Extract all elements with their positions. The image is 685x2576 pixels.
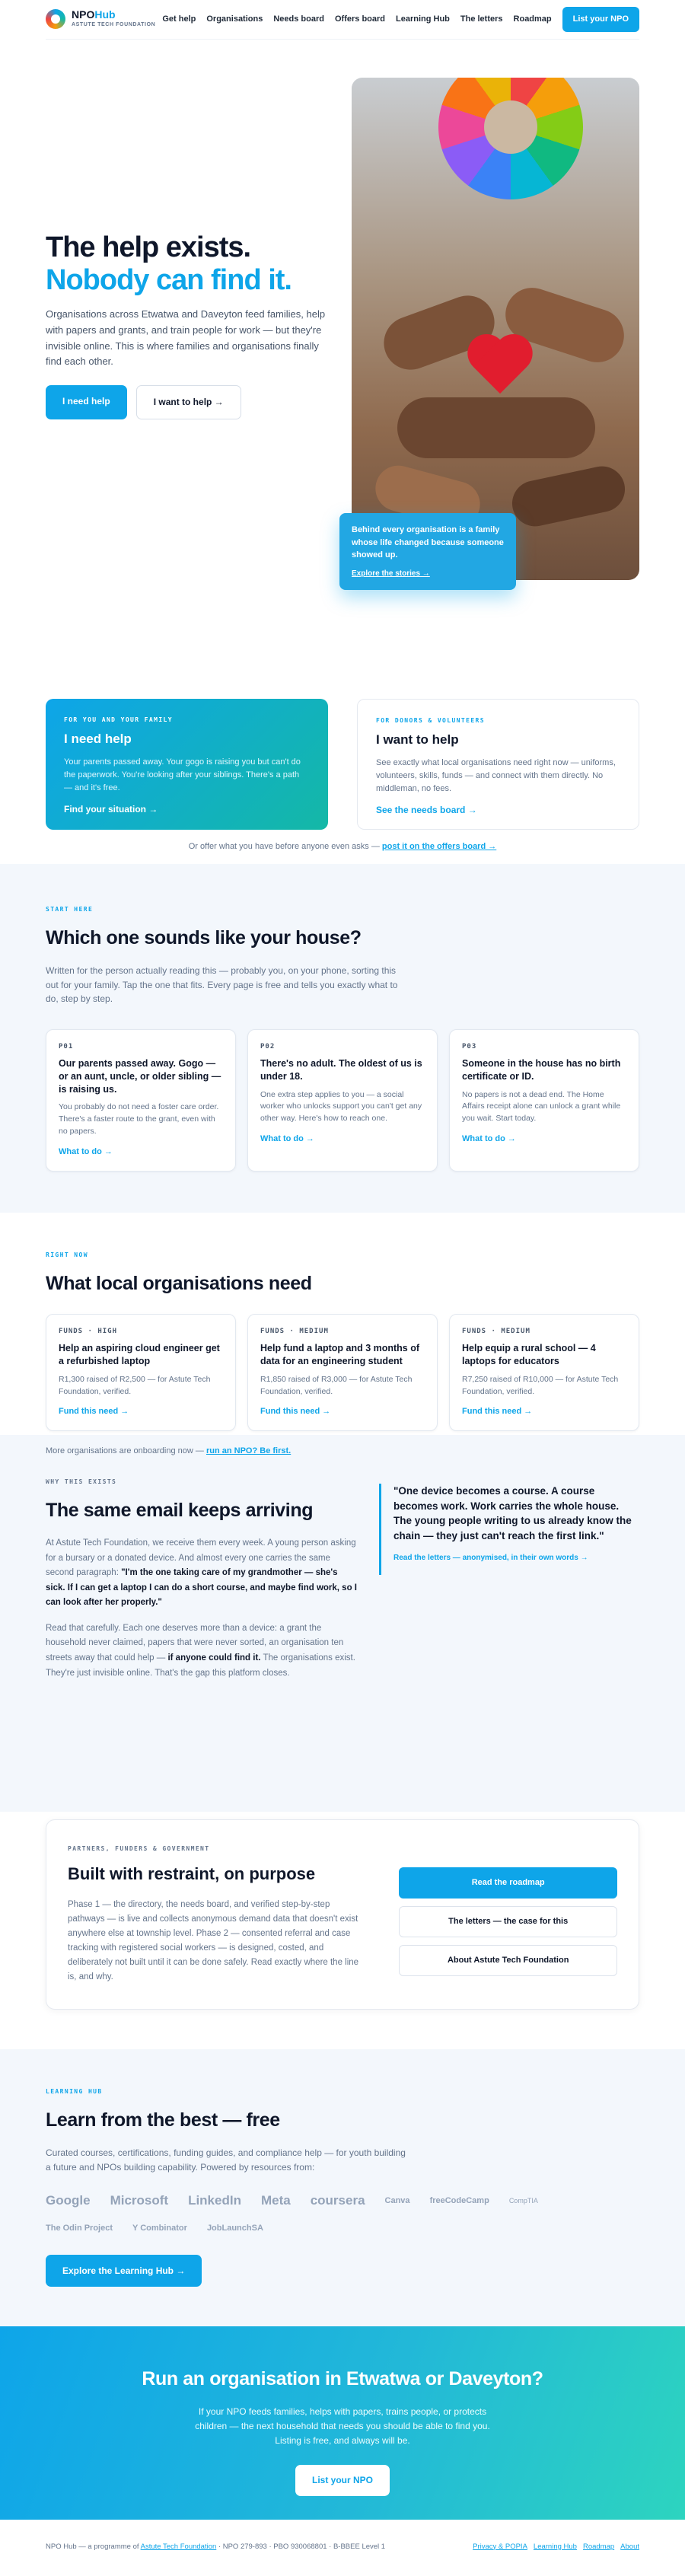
restraint-text: [68, 1844, 368, 1985]
offers-board-link[interactable]: post it on the offers board →: [381, 842, 497, 851]
why-text: [46, 1478, 358, 1681]
card-number: P01: [59, 1042, 74, 1050]
hero-title-line2: Nobody can find it.: [46, 263, 292, 296]
need-cards: [46, 1314, 639, 1431]
need-progress: R1,300 raised of R2,500 — for Astute Tech Foundation, verified.: [59, 1374, 211, 1396]
path-section: [46, 609, 639, 864]
hero-title-line1: The help exists.: [46, 231, 251, 263]
restraint-actions: [399, 1844, 617, 1985]
caption-text: Behind every organisation is a family whose life changed because someone showed up.: [352, 525, 504, 560]
site-header: [46, 0, 639, 40]
situation-card[interactable]: [247, 1029, 438, 1172]
ycombinator-logo: Y Combinator: [132, 2223, 187, 2233]
freecodecamp-logo: freeCodeCamp: [429, 2195, 489, 2205]
want-to-help-card[interactable]: [357, 699, 639, 830]
card-body: See exactly what local organisations need right now — uniforms, volunteers, skills, funds — and connect with them directly. No middleman, no fees.: [376, 757, 616, 793]
section-lead: Curated courses, certifications, funding guides, and compliance help — for youth building a future and NPOs building capability. Powered by resources from:: [46, 2147, 406, 2173]
path-cards: [46, 699, 639, 830]
hero-title: [46, 231, 335, 296]
section-title: Learn from the best — free: [46, 2109, 280, 2131]
section-lead: Written for the person actually reading this — probably you, on your phone, sorting this out for your family. Tap the one that fits. Every page is free and tells you exactly what to do, step by step.: [46, 965, 398, 1005]
need-help-card[interactable]: [46, 699, 328, 830]
restraint-box: [46, 1819, 639, 2010]
section-title: Which one sounds like your house?: [46, 927, 362, 949]
card-title: Our parents passed away. Gogo — or an aunt, uncle, or older sibling — is raising us.: [59, 1057, 221, 1095]
situation-cards: [46, 1029, 639, 1172]
need-card[interactable]: [449, 1314, 639, 1431]
roadmap-button[interactable]: Read the roadmap: [399, 1867, 617, 1899]
quote-text: "One device becomes a course. A course becomes work. Work carries the whole house. The young people writing to us already know the chain — they just can't reach the first link.": [393, 1485, 632, 1541]
need-tag: FUNDS · MEDIUM: [260, 1328, 329, 1336]
footer-info: [46, 2542, 385, 2553]
what-to-do-link[interactable]: What to do →: [462, 1133, 516, 1143]
cta-body: If your NPO feeds families, helps with papers, trains people, or protects children — the next household that needs you should be able to find you. Listing is free, and always will be.: [195, 2405, 490, 2447]
section-eyebrow: RIGHT NOW: [46, 1251, 88, 1258]
footer-learning-hub-link[interactable]: Learning Hub: [533, 2542, 577, 2551]
card-eyebrow: FOR YOU AND YOUR FAMILY: [64, 716, 173, 723]
need-progress: R1,850 raised of R3,000 — for Astute Tech Foundation, verified.: [260, 1374, 413, 1396]
section-eyebrow: WHY THIS EXISTS: [46, 1478, 117, 1485]
canva-logo: Canva: [384, 2195, 410, 2205]
microsoft-logo: Microsoft: [110, 2193, 169, 2208]
cta-section: [0, 2326, 685, 2520]
explore-stories-link[interactable]: Explore the stories →: [352, 569, 430, 578]
restraint-body: Phase 1 — the directory, the needs board, and verified step-by-step pathways — is live and collects anonymous demand data that doesn't exist anywhere else at township level. Phase 2 — consented referral and case tracking with registered social workers — is designed, costed, and deliberately not built until it can be done safely. Read exactly where the line is, and why.: [68, 1900, 359, 1982]
logo-mark-icon: [46, 9, 65, 29]
what-to-do-link[interactable]: What to do →: [260, 1133, 314, 1143]
main-nav: [162, 7, 639, 32]
card-number: P03: [462, 1042, 477, 1050]
linkedin-logo: LinkedIn: [188, 2193, 241, 2208]
need-card[interactable]: [247, 1314, 438, 1431]
card-body: No papers is not a dead end. The Home Affairs receipt alone can unlock a grant while you wait. Start today.: [462, 1089, 621, 1124]
p1-text: At Astute Tech Foundation, we receive them every week. A young person asking for a bursary or a donated device. And almost every one carries the same second paragraph:: [46, 1538, 356, 1578]
why-content: [46, 1478, 639, 1681]
read-letters-link[interactable]: Read the letters — anonymised, in their own words →: [393, 1554, 588, 1563]
find-situation-link[interactable]: Find your situation →: [64, 803, 158, 815]
footer-text: NPO Hub — a programme of: [46, 2542, 139, 2551]
want-to-help-button[interactable]: I want to help →: [136, 385, 241, 419]
joblaunchsa-logo: JobLaunchSA: [206, 2223, 263, 2233]
learning-section: [0, 2049, 685, 2326]
need-tag: FUNDS · MEDIUM: [462, 1328, 530, 1336]
section-title: The same email keeps arriving: [46, 1500, 314, 1522]
p2-emphasis: if anyone could find it.: [167, 1653, 261, 1663]
footer-registration: · NPO 279-893 · PBO 930068801 · B-BBEE Level 1: [218, 2542, 386, 2551]
hero-body: Organisations across Etwatwa and Daveyton feed families, help with papers and grants, and train people for work — but they're invisible online. This is where families and organisations finally find each other.: [46, 308, 326, 368]
letters-button[interactable]: The letters — the case for this: [399, 1906, 617, 1937]
about-button[interactable]: About Astute Tech Foundation: [399, 1945, 617, 1976]
situation-card[interactable]: [46, 1029, 236, 1172]
need-title: Help an aspiring cloud engineer get a refurbished laptop: [59, 1343, 220, 1366]
need-help-button[interactable]: I need help: [46, 385, 127, 419]
nav-offers-board[interactable]: Offers board: [334, 14, 385, 24]
foundation-link[interactable]: Astute Tech Foundation: [140, 2542, 217, 2551]
hand-shape: [508, 462, 629, 531]
need-progress: R7,250 raised of R10,000 — for Astute Tech Foundation, verified.: [462, 1374, 619, 1396]
hero-section: [46, 40, 639, 609]
section-title: What local organisations need: [46, 1273, 312, 1295]
hero-caption: [339, 513, 516, 590]
why-paragraph-2: [46, 1621, 358, 1681]
situation-card[interactable]: [449, 1029, 639, 1172]
section-title: Built with restraint, on purpose: [68, 1864, 316, 1884]
card-title: There's no adult. The oldest of us is under 18.: [260, 1057, 422, 1082]
pull-quote: [379, 1484, 638, 1575]
restraint-section: [0, 1812, 685, 2049]
hand-shape: [397, 397, 595, 458]
card-body: One extra step applies to you — a social worker who unlocks support you can't get any other way. Here's how to reach one.: [260, 1089, 422, 1124]
footer-roadmap-link[interactable]: Roadmap: [582, 2542, 615, 2551]
card-body: Your parents passed away. Your gogo is raising you but can't do the paperwork. You're looking after your siblings. There's a path — and it's free.: [64, 757, 301, 792]
onboarding-text: More organisations are onboarding now —: [46, 1446, 204, 1456]
brand-logo[interactable]: [46, 9, 155, 29]
nav-learning-hub[interactable]: Learning Hub: [396, 14, 450, 24]
card-title: I need help: [64, 732, 132, 747]
fund-need-link[interactable]: Fund this need →: [260, 1407, 331, 1417]
nav-needs-board[interactable]: Needs board: [273, 14, 324, 24]
meta-logo: Meta: [260, 2193, 291, 2208]
p2-text: Read that carefully. Each one deserves more than a device: a grant the household never claimed, papers that were never sorted, an organisation ten streets away that could help —: [46, 1623, 344, 1663]
nav-get-help[interactable]: Get help: [162, 14, 196, 24]
cta-list-npo-button[interactable]: List your NPO: [295, 2465, 390, 2496]
explore-learning-hub-button[interactable]: Explore the Learning Hub →: [46, 2255, 202, 2287]
odin-project-logo: The Odin Project: [46, 2223, 113, 2233]
need-title: Help equip a rural school — 4 laptops for educators: [462, 1343, 596, 1366]
card-eyebrow: FOR DONORS & VOLUNTEERS: [376, 717, 485, 724]
situations-section: [0, 864, 685, 1213]
fund-need-link[interactable]: Fund this need →: [59, 1407, 129, 1417]
nav-roadmap[interactable]: Roadmap: [513, 14, 552, 24]
hero-buttons: [46, 385, 335, 419]
nav-organisations[interactable]: Organisations: [206, 14, 263, 24]
heart-icon: [466, 336, 534, 397]
footer-links: [473, 2542, 639, 2553]
section-eyebrow: PARTNERS, FUNDERS & GOVERNMENT: [68, 1845, 210, 1852]
brand-title: [72, 9, 155, 21]
offers-note: [46, 840, 639, 853]
card-title: I want to help: [376, 732, 459, 748]
section-eyebrow: START HERE: [46, 906, 94, 913]
cta-title: Run an organisation in Etwatwa or Daveyton?: [142, 2368, 543, 2389]
why-section: [0, 1435, 685, 1812]
p2-text-end: The organisations exist. They're just invisible online. That's the gap this platform closes.: [46, 1653, 355, 1678]
needs-board-link[interactable]: See the needs board →: [376, 804, 477, 815]
needs-section: [0, 1213, 685, 1456]
partner-logos: [46, 2191, 594, 2234]
brand-suffix: Hub: [94, 8, 116, 21]
card-title: Someone in the house has no birth certificate or ID.: [462, 1057, 621, 1082]
brand-text: [72, 9, 155, 29]
google-logo: Google: [46, 2193, 91, 2208]
list-npo-button[interactable]: List your NPO: [562, 7, 639, 32]
offers-note-text: Or offer what you have before anyone even asks —: [188, 842, 380, 851]
comptia-logo: CompTIA: [508, 2196, 538, 2205]
card-body: You probably do not need a foster care order. There's a faster route to the grant, even with no papers.: [59, 1102, 219, 1136]
run-npo-link[interactable]: run an NPO? Be first.: [206, 1446, 292, 1456]
need-title: Help fund a laptop and 3 months of data for an engineering student: [260, 1343, 420, 1366]
coursera-logo: coursera: [310, 2193, 365, 2208]
need-card[interactable]: [46, 1314, 236, 1431]
brand-prefix: NPO: [72, 8, 95, 21]
what-to-do-link[interactable]: What to do →: [59, 1146, 113, 1156]
why-paragraph-1: [46, 1536, 358, 1611]
footer-about-link[interactable]: About: [620, 2542, 639, 2551]
card-number: P02: [260, 1042, 276, 1050]
brand-subtitle: ASTUTE TECH FOUNDATION: [72, 21, 156, 27]
fund-need-link[interactable]: Fund this need →: [462, 1407, 533, 1417]
privacy-link[interactable]: Privacy & POPIA: [473, 2542, 527, 2551]
hero-text: [46, 231, 335, 419]
section-eyebrow: LEARNING HUB: [46, 2088, 103, 2095]
nav-the-letters[interactable]: The letters: [460, 14, 503, 24]
p1-quote: "I'm the one taking care of my grandmother — she's sick. If I can get a laptop I can do a short course, and maybe find work, so I can look after her properly.": [46, 1568, 357, 1608]
colorful-hands-ring: [438, 78, 583, 199]
site-footer: [46, 2520, 639, 2574]
hero-image: [352, 78, 639, 580]
need-tag: FUNDS · HIGH: [59, 1328, 118, 1336]
